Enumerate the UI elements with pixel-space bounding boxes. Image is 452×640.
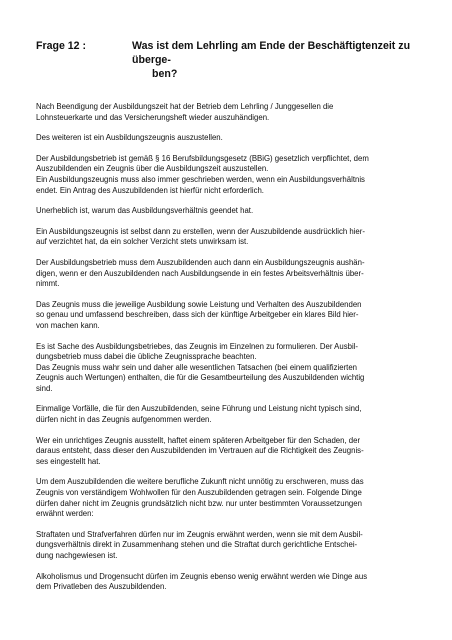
- paragraph: [36, 133, 426, 144]
- paragraph-line: dung nachgewiesen ist.: [36, 551, 118, 560]
- paragraph: [36, 572, 426, 593]
- paragraph-line: Der Ausbildungsbetrieb muss dem Auszubildenden auch dann ein Ausbildungszeugnis aushän-: [36, 257, 365, 267]
- paragraph-line: Nach Beendigung der Ausbildungszeit hat der Betrieb dem Lehrling / Junggesellen die: [36, 102, 334, 111]
- paragraph-line: von machen kann.: [36, 320, 100, 330]
- paragraph-line: so genau und umfassend beschreiben, dass sich der künftige Arbeitgeber ein klares Bild hier-: [36, 310, 359, 320]
- paragraph: [36, 227, 426, 248]
- paragraph: [36, 436, 426, 468]
- paragraph-line: dungsverhältnis direkt in Zusammenhang stehen und die Straftat durch gerichtliche Entschei-: [36, 540, 358, 550]
- paragraph-line: dürfen daher nicht im Zeugnis grundsätzlich nicht bzw. nur unter bestimmten Voraussetzungen: [36, 498, 362, 508]
- paragraph: [36, 530, 426, 562]
- paragraph-line: Das Zeugnis muss wahr sein und daher alle wesentlichen Tatsachen (bei einem qualifizierten: [36, 362, 358, 372]
- paragraph-line: Zeugnis auch Wertungen) enthalten, die für die Gesamtbeurteilung des Auszubildenden wichtig: [36, 373, 365, 383]
- paragraph: [36, 206, 426, 217]
- body-text: [36, 102, 426, 593]
- paragraph: [36, 154, 426, 196]
- question-line: ben?: [152, 68, 178, 80]
- paragraph-line: dem Privatleben des Auszubildenden.: [36, 582, 167, 592]
- paragraph-line: Straftaten und Strafverfahren dürfen nur im Zeugnis erwähnt werden, wenn sie mit dem Ausbil-: [36, 529, 363, 539]
- paragraph-line: Es ist Sache des Ausbildungsbetriebes, das Zeugnis im Einzelnen zu formulieren. Der Ausbil-: [36, 341, 359, 351]
- paragraph: [36, 477, 426, 519]
- question-number: Frage 12 :: [36, 40, 87, 52]
- paragraph: [36, 342, 426, 395]
- paragraph: [36, 300, 426, 332]
- paragraph-line: Unerheblich ist, warum das Ausbildungsverhältnis geendet hat.: [36, 206, 254, 216]
- paragraph: [36, 258, 426, 290]
- paragraph-line: Des weiteren ist ein Ausbildungszeugnis auszustellen.: [36, 133, 223, 143]
- paragraph-line: Lohnsteuerkarte und das Versicherungsheft wieder auszuhändigen.: [36, 112, 270, 122]
- paragraph-line: sind.: [36, 383, 53, 393]
- paragraph: [36, 102, 426, 123]
- question-line: Was ist dem Lehrling am Ende der Beschäftigtenzeit zu überge-: [132, 40, 411, 66]
- paragraph-line: Um dem Auszubildenden die weitere berufliche Zukunft nicht unnötig zu erschweren, muss das: [36, 477, 364, 487]
- paragraph-line: Der Ausbildungsbetrieb ist gemäß § 16 Berufsbildungsgesetz (BBiG) gesetzlich verpflichtet, dem: [36, 153, 369, 163]
- paragraph-line: dungsbetrieb muss dabei die übliche Zeugnissprache beachten.: [36, 352, 257, 362]
- paragraph-line: auf verzichtet hat, da ein solcher Verzicht stets unwirksam ist.: [36, 237, 249, 247]
- paragraph: [36, 404, 426, 425]
- paragraph-line: Ein Ausbildungszeugnis ist selbst dann zu erstellen, wenn der Auszubildende ausdrücklich hier-: [36, 226, 365, 236]
- paragraph-line: erwähnt werden:: [36, 509, 94, 519]
- paragraph-line: Einmalige Vorfälle, die für den Auszubildenden, seine Führung und Leistung nicht typisch sind,: [36, 404, 362, 414]
- question-heading: [36, 39, 426, 81]
- paragraph-line: nimmt.: [36, 279, 60, 289]
- paragraph-line: Zeugnis von verständigem Wohlwollen für den Auszubildenden getragen sein. Folgende Dinge: [36, 488, 362, 498]
- paragraph-line: endet. Ein Antrag des Auszubildenden ist hierfür nicht erforderlich.: [36, 185, 264, 195]
- paragraph-line: Wer ein unrichtiges Zeugnis ausstellt, haftet einem späteren Arbeitgeber für den Schaden, der: [36, 435, 361, 445]
- question-text: [132, 39, 426, 81]
- paragraph-line: dürfen nicht in das Zeugnis aufgenommen werden.: [36, 415, 212, 425]
- paragraph-line: digen, wenn er den Auszubildenden nach Ausbildungsende in ein festes Arbeitsverhältnis über-: [36, 268, 364, 278]
- paragraph-line: Auszubildenden ein Zeugnis über die Ausbildungszeit auszustellen.: [36, 164, 269, 174]
- paragraph-line: Das Zeugnis muss die jeweilige Ausbildung sowie Leistung und Verhalten des Auszubildenden: [36, 299, 362, 309]
- paragraph-line: Alkoholismus und Drogensucht dürfen im Zeugnis ebenso wenig erwähnt werden wie Dinge aus: [36, 571, 368, 581]
- paragraph-line: Ein Ausbildungszeugnis muss also immer geschrieben werden, wenn ein Ausbildungsverhältnis: [36, 174, 365, 184]
- paragraph-line: ses eingestellt hat.: [36, 456, 101, 466]
- paragraph-line: daraus entsteht, dass dieser den Auszubildenden im Vertrauen auf die Richtigkeit des Zeugnis-: [36, 446, 364, 456]
